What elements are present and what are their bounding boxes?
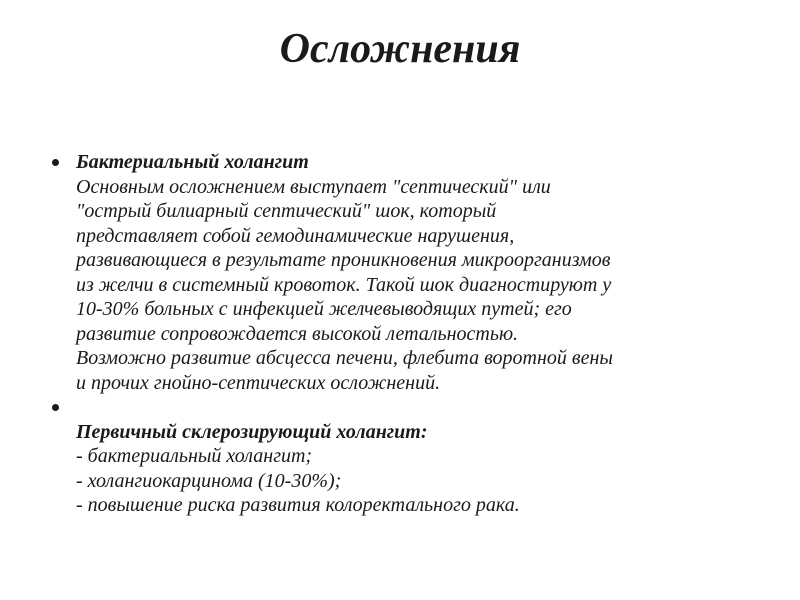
bullet-icon xyxy=(52,404,59,411)
bullet-list xyxy=(48,150,768,518)
bullet-item-bacterial-cholangitis xyxy=(48,150,768,395)
item-line: - бактериальный холангит; xyxy=(76,445,313,467)
slide-content xyxy=(48,150,768,518)
item-line: 10-30% больных с инфекцией желчевыводящих путей; его xyxy=(76,298,572,320)
item-line: развивающиеся в результате проникновения микроорганизмов xyxy=(76,249,611,271)
item-line: представляет собой гемодинамические нарушения, xyxy=(76,224,515,247)
item-line: "острый билиарный септический" шок, который xyxy=(76,200,497,222)
item-heading: Бактериальный холангит xyxy=(76,151,309,173)
item-line: и прочих гнойно-септических осложнений. xyxy=(76,371,441,394)
bullet-item-primary-sclerosing-cholangitis xyxy=(48,395,768,518)
item-line: из желчи в системный кровоток. Такой шок диагностируют у xyxy=(76,273,612,296)
item-line: Основным осложнением выступает "септический" или xyxy=(76,175,551,198)
item-line: развитие сопровождается высокой летальностью. xyxy=(76,322,519,345)
item-heading: Первичный склерозирующий холангит: xyxy=(76,420,428,443)
item-line: - повышение риска развития колоректального рака. xyxy=(76,494,520,516)
slide-title: Осложнения xyxy=(279,26,521,72)
item-line: - холангиокарцинома (10-30%); xyxy=(76,469,342,492)
blank-line xyxy=(76,395,768,420)
item-line: Возможно развитие абсцесса печени, флебита воротной вены xyxy=(76,347,613,369)
bullet-icon xyxy=(52,159,59,166)
